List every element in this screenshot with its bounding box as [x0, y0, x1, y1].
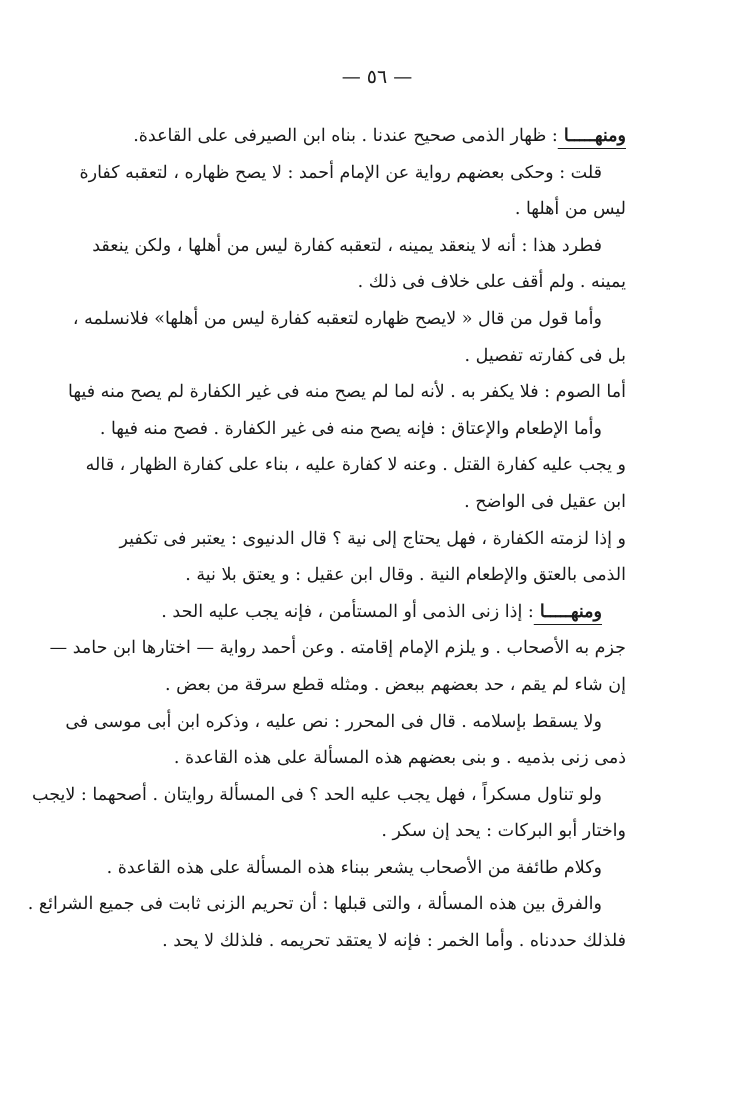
text-line: ليس من أهلها . — [514, 199, 626, 220]
text-line: والفرق بين هذه المسألة ، والتى قبلها : أن تحريم الزنى ثابت فى جميع الشرائع . — [27, 894, 602, 915]
text-line: ومنهـــــا : إذا زنى الذمى أو المستأمن ، فإنه يجب عليه الحد . — [161, 601, 602, 622]
text-line: و يجب عليه كفارة القتل . وعنه لا كفارة عليه ، بناء على كفارة الظهار ، قاله — [85, 455, 626, 476]
text-line: وكلام طائفة من الأصحاب يشعر ببناء هذه المسألة على هذه القاعدة . — [106, 857, 602, 878]
text-line: ذمى زنى بذميه . و بنى بعضهم هذه المسألة على هذه القاعدة . — [173, 748, 626, 769]
text-line: قلت : وحكى بعضهم رواية عن الإمام أحمد : لا يصح ظهاره ، لتعقبه كفارة — [79, 162, 602, 183]
text-line: إن شاء لم يقم ، حد بعضهم ببعض . ومثله قطع سرقة من بعض . — [164, 674, 626, 695]
text-line: بل فى كفارته تفصيل . — [464, 345, 626, 366]
text-line: فلذلك حددناه . وأما الخمر : فإنه لا يعتقد تحريمه . فلذلك لا يحد . — [162, 931, 626, 952]
page-number: — ٥٦ — — [341, 66, 413, 88]
text-line: ولا يسقط بإسلامه . قال فى المحرر : نص عليه ، وذكره ابن أبى موسى فى — [65, 711, 602, 732]
text-line: يمينه . ولم أقف على خلاف فى ذلك . — [357, 272, 626, 293]
text-line: جزم به الأصحاب . و يلزم الإمام إقامته . وعن أحمد رواية — اختارها ابن حامد — — [49, 638, 626, 659]
text-line: وأما قول من قال « لايصح ظهاره لتعقبه كفارة ليس من أهلها» فلانسلمه ، — [72, 308, 602, 329]
section-heading-word: ومنهـــــا — [533, 601, 602, 622]
text-line: الذمى بالعتق والإطعام النية . وقال ابن عقيل : و يعتق بلا نية . — [185, 565, 626, 586]
body-text — [27, 118, 626, 960]
section-heading-word: ومنهـــــا — [557, 126, 626, 146]
text-line: ولو تناول مسكراً ، فهل يجب عليه الحد ؟ فى المسألة روايتان . أصحهما : لايجب — [32, 784, 602, 805]
text-line: أما الصوم : فلا يكفر به . لأنه لما لم يصح منه فى غير الكفارة لم يصح منه فيها — [68, 382, 626, 403]
text-line: وأما الإطعام والإعتاق : فإنه يصح منه فى غير الكفارة . فصح منه فيها . — [99, 418, 602, 439]
text-line: واختار أبو البركات : يحد إن سكر . — [381, 821, 626, 842]
text-line: فطرد هذا : أنه لا ينعقد يمينه ، لتعقبه كفارة ليس من أهلها ، ولكن ينعقد — [92, 235, 602, 256]
text-line: ابن عقيل فى الواضح . — [464, 491, 626, 512]
text-line: ومنهـــــا : ظهار الذمى صحيح عندنا . بناه ابن الصيرفى على القاعدة. — [133, 126, 626, 146]
text-line: و إذا لزمته الكفارة ، فهل يحتاج إلى نية ؟ قال الدنيوى : يعتبر فى تكفير — [119, 528, 626, 549]
